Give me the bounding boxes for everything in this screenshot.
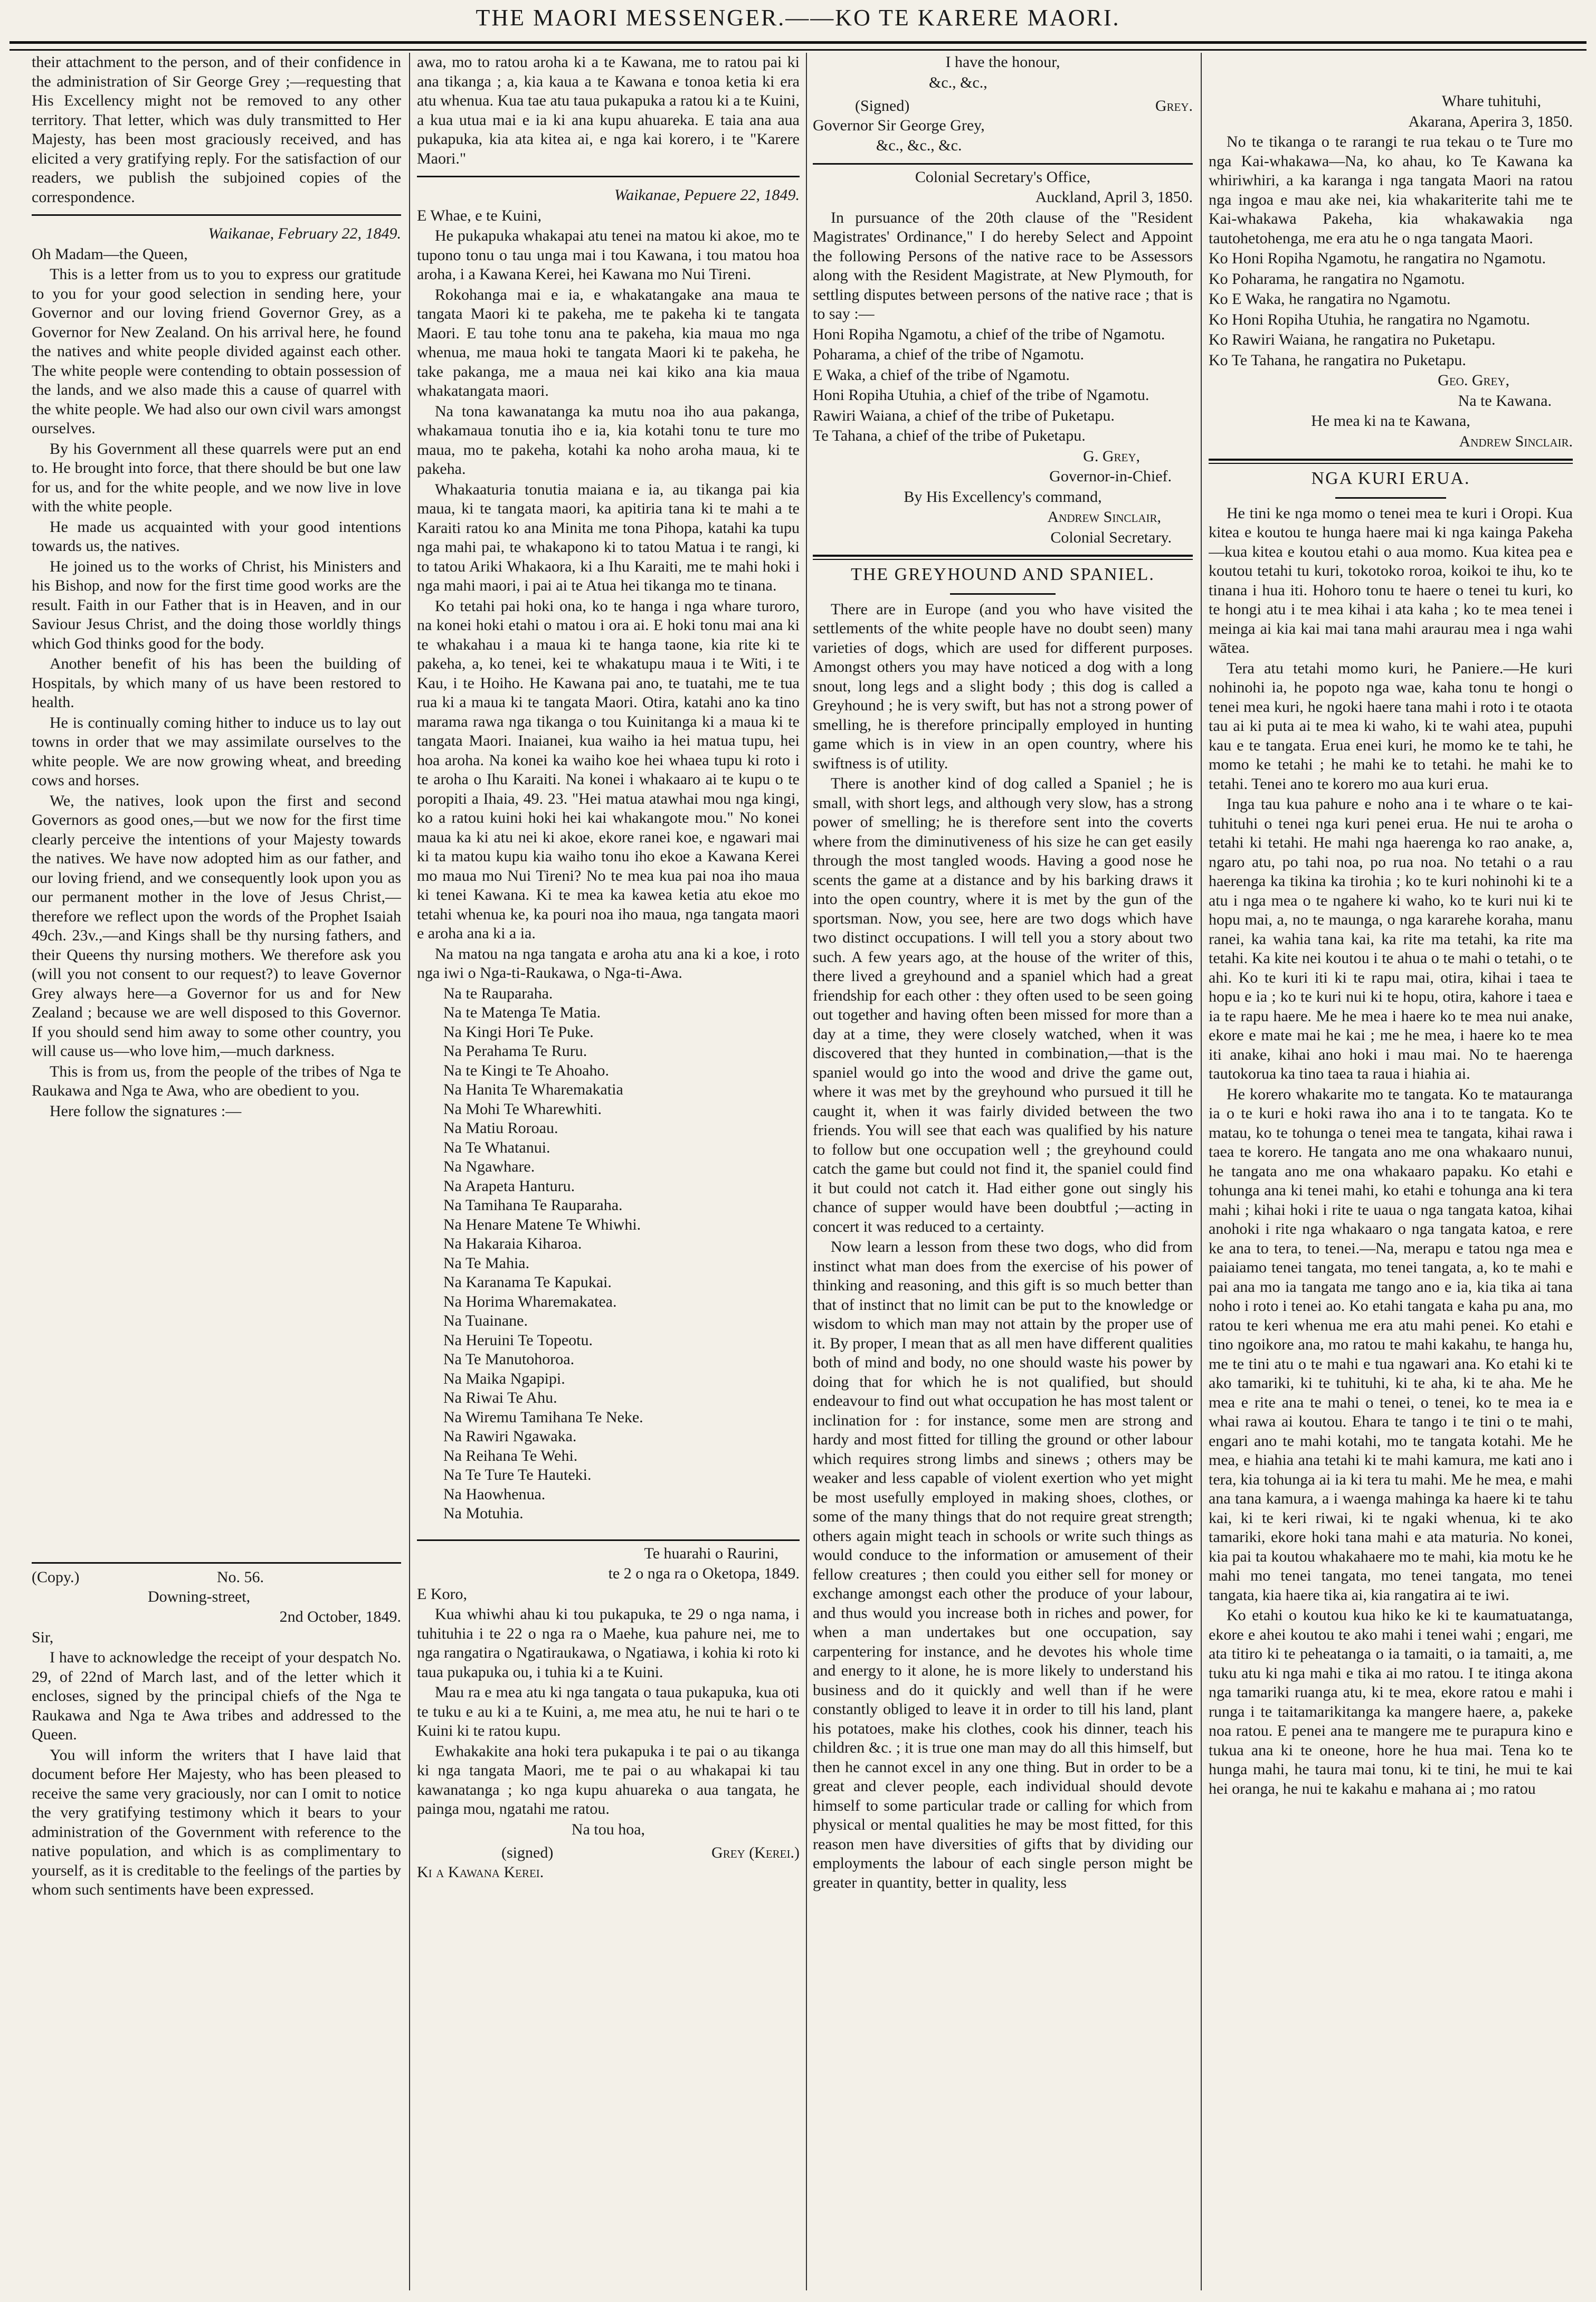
- divider: [1335, 497, 1446, 499]
- copy-label: (Copy.): [32, 1568, 80, 1586]
- letter-paragraph: Na tona kawanatanga ka mutu noa iho aua pakanga, whakamaua tonutia iho e ia, kia kotahi tonu te ture mo maua, mo te pakeha, kotahi ka noho aroha maua, ki te pakeha.: [417, 402, 800, 478]
- signer-name: Grey.: [1155, 97, 1193, 115]
- assessor-entry: Ko Honi Ropiha Utuhia, he rangatira no Ngamotu.: [1209, 310, 1531, 328]
- letter-paragraph: He made us acquainted with your good intentions towards us, the natives.: [32, 518, 401, 555]
- reply-paragraph: Ewhakakite ana hoki tera pukapuka i te pai o au tikanga ki nga tangata Maori, me te pai o au whakapai ki tau kawanatanga ; ko nga kupu ahuareka o aua tangata, he painga mou, ngatahi me ratou.: [417, 1742, 800, 1818]
- office-date: Akarana, Aperira 3, 1850.: [1408, 112, 1573, 130]
- signature-name: Na Te Whatanui.: [443, 1138, 550, 1156]
- notice-paragraph: In pursuance of the 20th clause of the "Resident Magistrates' Ordinance," I do hereby Select and Appoint the following Persons of the native race to be Assessors along with the Resident Magistrate, at New Plymouth, for settling disputes between persons of the native race ; that is to say :—: [813, 208, 1193, 322]
- signature-name: Na Maika Ngapipi.: [443, 1369, 565, 1387]
- signature-name: Na Heruini Te Topeotu.: [443, 1331, 593, 1349]
- despatch-salutation: Sir,: [32, 1628, 54, 1646]
- signer-name: Grey (Kerei.): [711, 1844, 800, 1861]
- signature-name: Na Reihana Te Wehi.: [443, 1447, 578, 1464]
- reply-salutation: E Koro,: [417, 1585, 467, 1603]
- office-heading: Whare tuhituhi,: [1441, 92, 1541, 110]
- signature-name: Na te Kingi te Te Ahoaho.: [443, 1061, 609, 1079]
- signature-name: Na Hakaraia Kiharoa.: [443, 1235, 582, 1252]
- column-1: [32, 53, 401, 2290]
- assessor-entry: Ko E Waka, he rangatira no Ngamotu.: [1209, 290, 1451, 308]
- article-paragraph: He korero whakarite mo te tangata. Ko te matauranga ia o te kuri e hoki rawa iho ana i to te tangata. Ko te matau, ko te tohunga o tenei mea te tangata, kihai rawa i taea te korero. He tangata ano me ona whakaaro nunui, he tangata ano me ona whakaaro papaku. Ko etahi e tohunga ana ki tenei mahi, ko etahi e tohunga ana ki tera mahi ; kihai hoki i rite te uaua o nga tangata katoa, kihai anohoki i rite nga whakaaro o nga tangata katoa, e rere ke ana to tera, to tenei.—Na, merapu e tatou nga mea e paiaiamo tenei tangata, mo tenei tangata, a, ko te mahi e pai ana mo ia tangata me tango ano e ia, kia tika ai tana noho i roto i tenei ao. Ko etahi tangata e kaha pu ana, mo ratou te keri whenua me era atu mahi penei. Ko etahi e tino ngoikore ana, mo ratou te mahi kakahu, te hanga hu, me te tini atu o te mahi e tua ngawari ana. Ko etahi ki te ako tamariki, ki te tuhituhi, ki te aha, ki te aha. Me he mea e rite ana te mahi o tenei, o tenei, ko te mea ia e whai rawa ai koutou. Ehara te tango i te tini o te mahi, engari ano te mahi kotahi, mo te tangata kotahi. Me he mea, e hiahia ana tetahi ki te mahi kamura, me kati ano i tera, kia tohunga ai ia ki tera tu mahi. Me he mea, e mahi ana tana kamura, a i waenga mahinga ka haere ki te tahu kai, ki te keri riwai, ki te ngaki whenua, ki te ako tamariki, ekore hoki tana mahi e ata maturia. No konei, kia pai ta koutou whakahaere mo te mahi, kia motu ke he mahi mo tenei tangata, mo tenei tangata, mo tenei tangata, kia haere tika ai, kia rangatira ai te iwi.: [1209, 1085, 1573, 1604]
- signature-name: Na Hanita Te Wharemakatia: [443, 1081, 623, 1098]
- addressee: Governor Sir George Grey,: [813, 116, 985, 134]
- reply-closing: Na tou hoa,: [571, 1820, 645, 1838]
- divider: [950, 593, 1056, 595]
- letter-paragraph: Here follow the signatures :—: [50, 1102, 242, 1120]
- signature-name: Na Tamihana Te Rauparaha.: [443, 1196, 623, 1214]
- signature-name: Na Ngawhare.: [443, 1158, 535, 1175]
- column-3: [813, 53, 1193, 2290]
- despatch-date: 2nd October, 1849.: [279, 1608, 401, 1625]
- letter-paragraph: This is a letter from us to you to express our gratitude to you for your good selection in sending here, your Governor and our loving friend Governor Grey, as a Governor for New Zealand. On his arrival here, he found the natives and white people divided against each other. The white people were contending to obtain possession of the lands, and we also made this a cause of quarrel with the white people. We had also our own civil wars amongst ourselves.: [32, 265, 401, 437]
- letter-paragraph: He is continually coming hither to induce us to lay out towns in order that we may assimilate ourselves to the white people. We are now growing wheat, and breeding cows and horses.: [32, 714, 401, 789]
- divider: [32, 214, 401, 216]
- signature-name: Na Tuainane.: [443, 1312, 528, 1329]
- divider: [417, 176, 800, 177]
- article-paragraph: Ko etahi o koutou kua hiko ke ki te kaumatuatanga, ekore e ahei koutou te ako mahi i tenei wahi ; engari, me ata titiro ki te peheatanga o ia tamaiti, o ia tamaiti, a, me tuku atu ki nga mahi e tika ai mo ratou. I te itinga akona nga tamariki ruanga atu, ki te mea, ekore ratou e mahi i runga i te taitamarikitanga ka mangere haere, a, pakeke noa ratou. E penei ana te mangere me te purapura kino e tukua ana ki te oneone, hore he hua mai. Tena ko te hunga mahi, he taura mai tonu, ki te tini, he mui te kai hei oranga, he nui te kakahu e mahana ai ; mo ratou: [1209, 1606, 1573, 1797]
- signature-name: Na Wiremu Tamihana Te Neke.: [443, 1408, 643, 1426]
- letter-paragraph: Ko tetahi pai hoki ona, ko te hanga i nga whare turoro, na konei hoki etahi o matou i ora ai. E hoki tonu mai ana ki te whakahau i a maua ki te hanga taone, kia rite ki te pakeha, a, ko tenei, kei te whakatupu maua i te Witi, i te Kau, i te Hoiho. He Kawana pai ano, te tuatahi, me te tua rua ki a maua ki te tangata Maori. Otira, katahi ano ka tino marama rawa nga tikanga o tou Kuinitanga ki a maua ki te tangata Maori. Inaianei, kua waiho ia hei matua tupu, hei hoa aroha. Na konei ka waiho koe hei whaea tupu ki roto i te aroha o Ihu Karaiti. Na konei i whakaaro ai te kupu o te poropiti a Ihaia, 49. 23. "Hei matua atawhai mou nga kingi, ko a ratou kuini hoki hei kai whakangote mou." No konei maua ka ki atu nei ki akoe, ekore ranei koe, e ngawari mai ki ta matou kupu kia waiho tonu iho ekoe a Kawana Kerei mo maua mo Nui Tireni? No te mea kua pai noa iho maua ki tenei Kawana. Ki te mea ka kawea ketia atu ekoe mo tetahi whenua ke, ka pouri noa iho maua, nga tangata maori e aroha ana ki a ia.: [417, 597, 800, 942]
- letter-paragraph: This is from us, from the people of the tribes of Nga te Raukawa and Nga te Awa, who are obedient to you.: [32, 1062, 401, 1099]
- office-heading: Colonial Secretary's Office,: [915, 168, 1091, 186]
- letter-salutation: E Whae, e te Kuini,: [417, 206, 542, 224]
- secretary-title: Colonial Secretary.: [1050, 528, 1172, 546]
- assessor-entry: Te Tahana, a chief of the tribe of Puketapu.: [813, 427, 1086, 444]
- article-paragraph: There are in Europe (and you who have visited the settlements of the white people have no doubt seen) many varieties of dogs, which are used for different purposes. Amongst others you may have noticed a dog with a long snout, long legs and a slight body ; this dog is called a Greyhound ; he is very swift, but has not a strong power of smelling, he is therefore principally employed in hunting game which is in view in an open country, where his swiftness is of utility.: [813, 600, 1193, 772]
- letter-paragraph: By his Government all these quarrels were put an end to. He brought into force, that there should be but one law for us, and for the white people, and we now live in love with the white people.: [32, 440, 401, 515]
- column-2: [417, 53, 800, 2290]
- closing-signature: [813, 97, 1193, 116]
- notice-signature-title: Governor-in-Chief.: [1049, 468, 1172, 485]
- despatch-paragraph: I have to acknowledge the receipt of your despatch No. 29, of 22nd of March last, and of the letter which it encloses, signed by the principal chiefs of the Nga te Raukawa and Nga te Awa tribes and addressed to the Queen.: [32, 1649, 401, 1743]
- signature-name: Na Perahama Te Ruru.: [443, 1042, 587, 1060]
- signature-name: Na Kingi Hori Te Puke.: [443, 1023, 594, 1041]
- signature-name: Na Mohi Te Wharewhiti.: [443, 1100, 602, 1118]
- closing-etc: &c., &c.,: [929, 73, 987, 91]
- secretary-name: Andrew Sinclair,: [1047, 508, 1161, 526]
- assessor-entry: Honi Ropiha Ngamotu, a chief of the tribe of Ngamotu.: [813, 325, 1165, 343]
- signature-name: Na Karanama Te Kapukai.: [443, 1273, 612, 1291]
- column-divider: [806, 53, 807, 2290]
- reply-place: Te huarahi o Raurini,: [644, 1544, 778, 1562]
- divider: [813, 163, 1193, 165]
- reply-paragraph: Mau ra e mea atu ki nga tangata o taua pukapuka, kua oti te tuku e au ki a te Kuini, a, me mea atu, he nui te hari o te Kuini ki te ratou kupu.: [417, 1683, 800, 1739]
- letter-paragraph: Whakaaturia tonutia maiana e ia, au tikanga pai kia maua, ki te tangata maori, ka apitiria tana ki te mahi a te Karaiti ratou ko ana Minita me tona Pihopa, katahi ka tupu nga mahi pai, te whakapono ki to tatou Matua i te rangi, ki to tatou Ariki Whakaora, ki a Ihu Karaiti, me te mahi hoki i nga mahi maori, i pai ai te Atua hei tikanga mo te tinana.: [417, 480, 800, 594]
- signed-label: (Signed): [855, 97, 910, 115]
- divider: [32, 1562, 401, 1564]
- signature-name: Na Motuhia.: [443, 1505, 524, 1522]
- column-4: [1209, 53, 1573, 2290]
- masthead-rule: [10, 41, 1586, 51]
- assessor-entry: Ko Te Tahana, he rangatira no Puketapu.: [1209, 351, 1466, 369]
- signature-name: Na Arapeta Hanturu.: [443, 1177, 575, 1195]
- article-paragraph: Now learn a lesson from these two dogs, who did from instinct what man does from the exercise of his power of thinking and reasoning, and this gift is so much better than that of instinct that no limit can be put to the knowledge or wisdom to which man may not attain by the proper use of it. By proper, I mean that as all men have different qualities both of mind and body, no one should waste his power by doing that for which he is not qualified, but should endeavour to find out what occupation he has most talent or inclination for : for instance, some men are strong and hardy and most fitted for tilling the ground or other labour which requires strong limbs and sinews ; others may be weaker and less capable of violent exertion who yet might be most usefully employed in making shoes, clothes, or some of the many things that do not require great strength; others again might teach in schools or write such things as would conduce to the information or amusement of their fellow creatures ; then could you either sell for money or exchange amongst each other the produce of your labour, and thus would you increase both in riches and power, for when a man undertakes but one occupation, say carpentering for instance, and he devotes his whole time and energy to it alone, he is more likely to understand his business and do it quickly and well than if he were constantly obliged to leave it in order to till his land, plant his potatoes, make his clothes, cook his dinner, teach his children &c. ; it is true one man may do all this himself, but then he cannot excel in any one thing. But in order to be a great and clever people, each individual should devote himself to some particular trade or calling for which from physical or mental qualities he may be most fitted, for this reason men have diversities of gifts that by dividing our employments the labour of each single person might be greater in quantity, better in quality, less: [813, 1238, 1193, 1891]
- signature-name: Na Henare Matene Te Whiwhi.: [443, 1215, 641, 1233]
- reply-signature: [417, 1843, 800, 1863]
- assessor-entry: Poharama, a chief of the tribe of Ngamotu.: [813, 346, 1084, 363]
- article-paragraph: He tini ke nga momo o tenei mea te kuri i Oropi. Kua kitea e koutou te hunga haere mai ki nga kainga Pakeha—kua kitea e koutou etahi o aua momo. Kua kitea pea e koutou tetahi tu kuri, tokotoko roroa, koikoi te ihu, ko te tinana i hua iti. Hohoro tonu te haere o tenei tu kuri, ko te hongi atu i te mea kihai i ata kaha ; ko te mea tenei i meinga ai kia kai mai tana mahi araurau mea i nga wahi wātea.: [1209, 504, 1573, 657]
- signature-name: Na Te Mahia.: [443, 1254, 530, 1272]
- notice-signature-title: Na te Kawana.: [1458, 392, 1552, 410]
- letter-dateline: Waikanae, February 22, 1849.: [208, 225, 401, 242]
- assessor-entry: Ko Rawiri Waiana, he rangatira no Puketapu.: [1209, 331, 1496, 348]
- despatch-number: No. 56.: [216, 1568, 264, 1586]
- assessor-entry: E Waka, a chief of the tribe of Ngamotu.: [813, 366, 1070, 384]
- article-intro: their attachment to the person, and of their confidence in the administration of Sir George Grey ;—requesting that His Excellency might not be removed to any other territory. That letter, which was duly transmitted to Her Majesty, has been most graciously received, and has elicited a very gratifying reply. For the satisfaction of our readers, we publish the subjoined copies of the correspondence.: [32, 53, 401, 206]
- signature-name: Na te Rauparaha.: [443, 984, 553, 1002]
- letter-paragraph: Na matou na nga tangata e aroha atu ana ki a koe, i roto nga iwi o Nga-ti-Raukawa, o Nga-ti-Awa.: [417, 945, 800, 982]
- office-date: Auckland, April 3, 1850.: [1035, 188, 1193, 206]
- column-divider: [409, 53, 410, 2290]
- assessor-entry: Ko Poharama, he rangatira no Ngamotu.: [1209, 270, 1465, 288]
- signed-label: (signed): [501, 1844, 554, 1861]
- letter-paragraph: We, the natives, look upon the first and second Governors as good ones,—but we now for the first time clearly perceive the intentions of your Majesty towards the natives. We have now adopted him as our father, and our loving friend, and we consequently look upon you as our permanent mother in the love of Jesus Christ,—therefore we reflect upon the words of the Prophet Isaiah 49ch. 23v.,—and Kings shall be thy nursing fathers, and their Queens thy nursing mothers. We therefore ask you (will you not consent to our request?) to leave Governor Grey always here—a Governor for us and for New Zealand ; because we are well disposed to this Governor. If you should send him away to some other country, you will cause us—who love him,—much darkness.: [32, 792, 401, 1060]
- assessor-entry: Ko Honi Ropiha Ngamotu, he rangatira no Ngamotu.: [1209, 250, 1546, 267]
- assessor-entry: Honi Ropiha Utuhia, a chief of the tribe of Ngamotu.: [813, 386, 1150, 404]
- signature-name: Na Te Ture Te Hauteki.: [443, 1466, 592, 1483]
- despatch-paragraph: You will inform the writers that I have laid that document before Her Majesty, who has been pleased to receive the same very graciously, nor can I omit to notice the very gratifying testimony which it bears to your administration of the Government with reference to the native population, and which is as complimentary to yourself, as it is creditable to the feelings of the parties by whom such sentiments have been expressed.: [32, 1746, 401, 1898]
- despatch-place: Downing-street,: [148, 1587, 251, 1605]
- signature-name: Na Haowhenua.: [443, 1485, 546, 1503]
- letter-salutation: Oh Madam—the Queen,: [32, 245, 188, 263]
- column-divider: [1201, 53, 1202, 2290]
- signature-name: Na Te Manutohoroa.: [443, 1350, 575, 1368]
- divider: [417, 1539, 800, 1541]
- command-line: By His Excellency's command,: [904, 488, 1102, 506]
- article-paragraph: Tera atu tetahi momo kuri, he Paniere.—He kuri nohinohi ia, he popoto nga wae, kaha tonu te hongi o tenei mea kuri, he ngoki haere tana mahi i roto i te otaota tau ai ki puta ai te mea ki waho, ki te wahi atea, pupuhi kau e te tangata. Erua enei kuri, he momo ke te tahi, he momo ke tetahi ; he mahi ke to tetahi. he mahi ke to tetahi. Tenei ano te korero mo aua kuri erua.: [1209, 659, 1573, 793]
- despatch-header: [32, 1568, 401, 1587]
- letter-paragraph: Another benefit of his has been the building of Hospitals, by which many of us have been restored to health.: [32, 655, 401, 711]
- article-intro-maori: awa, mo to ratou aroha ki a te Kawana, me to ratou pai ki ana tikanga ; a, kia kaua a te Kawana e tonoa ketia ki era atu whenua. Kua tae atu taua pukapuka a ratou ki a te Kuini, a kua utua mai e ia ki ana kupu ahuareka. E taia ana aua pukapuka, kia ata kitea ai, e nga kai korero, i te "Karere Maori.": [417, 53, 800, 167]
- reply-paragraph: Kua whiwhi ahau ki tou pukapuka, te 29 o nga nama, i tuhituhia i te 22 o nga ra o Maehe, kua pahure nei, me to nga rangatira o Ngatiraukawa, o Ngatiawa, i kohia ki roto ki taua pukapuka ou, i tuhia ki a te Kuini.: [417, 1605, 800, 1681]
- article-headline: NGA KURI ERUA.: [1311, 469, 1470, 488]
- notice-paragraph: No te tikanga o te rarangi te rua tekau o te Ture mo nga Kai-whakawa—Na, ko ahau, ko Te Kawana ka whiriwhiri, a ka karanga i nga tangata Maori na ratou nga ingoa e mau ake nei, kia whakariterite tahi me te Kai-whakawa Pakeha, kia whakawakia nga tautohetohenga, me era atu he o nga tangata Maori.: [1209, 133, 1573, 247]
- letter-dateline: Waikanae, Pepuere 22, 1849.: [614, 186, 800, 204]
- signature-name: Na te Matenga Te Matia.: [443, 1004, 601, 1021]
- signature-list: [417, 984, 800, 1524]
- command-line: He mea ki na te Kawana,: [1311, 412, 1470, 430]
- addressee-etc: &c., &c., &c.: [876, 137, 962, 154]
- notice-signature: G. Grey,: [1083, 447, 1140, 465]
- article-paragraph: Inga tau kua pahure e noho ana i te whare o te kai-tuhituhi o tenei nga kuri penei erua. He nui te aroha o tetahi ki tetahi. He mahi nga haerenga ko rao anake, a, ngaro atu, po tahi noa, po rua noa. No tetahi o a rau haerenga ka tikina ka tirohia ; ko te kuri nohinohi ki te a atu i nga mea o te ngahere ki waho, ko te kuri nui ki te hopu mai, a, no te maunga, o nga kararehe koraha, manu ranei, ka wahia tana kai, ka rite ma tetahi, ka rite ma tetahi. Ka kite nei koutou i te ahua o te mahi o tetahi, o te ahi. Ko te kuri iti ki te rapu mai, otira, kihai i taea te hopu e ia ; ko te kuri nui ki te hopu, otira, kahore i taea e ia te rapu haere. Me he mea i haere ko te mea nui anake, ekore e mate mai he kai ; me he mea, i haere ko te mea iti anake, kihai ano hoki i mau mai. No te haerenga tautokorua ka tino taea ta raua i hiahia ai.: [1209, 795, 1573, 1082]
- letter-paragraph: Rokohanga mai e ia, e whakatangake ana maua te tangata Maori ki te pakeha, me te pakeha ki te tangata Maori. E tau tohe tonu ana te pakeha, kia maua mo nga whenua, me maua hoki te tangata Maori ki te pakeha, he take pakanga, me a maua nei kai kiko ana kia maua whakatangata maori.: [417, 286, 800, 399]
- article-paragraph: There is another kind of dog called a Spaniel ; he is small, with short legs, and although very slow, has a strong power of smelling; he is therefore sent into the coverts where from the diminutiveness of his size he can get easily through the most tangled woods. Having a good nose he scents the game at a distance and by his barking draws it into the open country, where it is met by the gun of the sportsman. Now, you see, here are two dogs which have two distinct occupations. I will tell you a story about two such. A few years ago, at the house of the writer of this, there lived a greyhound and a spaniel which had a great friendship for each other : they often used to be seen going out together and having often been missed for more than a day at a time, they were closely watched, when it was discovered that they hunted in combination,—that is the spaniel would go into the wood and drive the game out, where it was met by the greyhound who pursued it till he caught it, when it was fairly divided between the two friends. You will see that each was qualified by his nature to follow but one occupation well ; the greyhound could catch the game but could not find it, the spaniel could find it but could not catch it. Had either gone out singly his chance of supper would have been doubtful ;—acting in concert it was reduced to a certainty.: [813, 775, 1193, 1235]
- signature-name: Na Matiu Roroau.: [443, 1119, 558, 1137]
- reply-date: te 2 o nga ra o Oketopa, 1849.: [608, 1565, 800, 1582]
- notice-signature: Geo. Grey,: [1438, 372, 1509, 389]
- signature-name: Na Horima Wharemakatea.: [443, 1292, 617, 1310]
- signature-name: Na Riwai Te Ahu.: [443, 1389, 557, 1406]
- masthead: THE MAORI MESSENGER.——KO TE KARERE MAORI.: [476, 5, 1120, 31]
- reply-addressee: Ki a Kawana Kerei.: [417, 1863, 544, 1881]
- closing-honour: I have the honour,: [945, 53, 1060, 71]
- secretary-name: Andrew Sinclair.: [1459, 432, 1573, 450]
- section-divider: [813, 555, 1193, 560]
- article-headline: THE GREYHOUND AND SPANIEL.: [851, 565, 1155, 584]
- letter-paragraph: He pukapuka whakapai atu tenei na matou ki akoe, mo te tupono tonu o tau unga mai i tou Kawana, i tou matou hoa aroha, i a Kawana Kerei, hei Kawana mo Nui Tireni.: [417, 227, 800, 283]
- signature-name: Na Rawiri Ngawaka.: [443, 1428, 577, 1445]
- letter-paragraph: He joined us to the works of Christ, his Ministers and his Bishop, and now for the first time good works are the result. Faith in our Father that is in Heaven, and in our Saviour Jesus Christ, and the doing those worldly things which God thinks good for the body.: [32, 557, 401, 652]
- assessor-entry: Rawiri Waiana, a chief of the tribe of Puketapu.: [813, 406, 1115, 424]
- section-divider: [1209, 459, 1573, 464]
